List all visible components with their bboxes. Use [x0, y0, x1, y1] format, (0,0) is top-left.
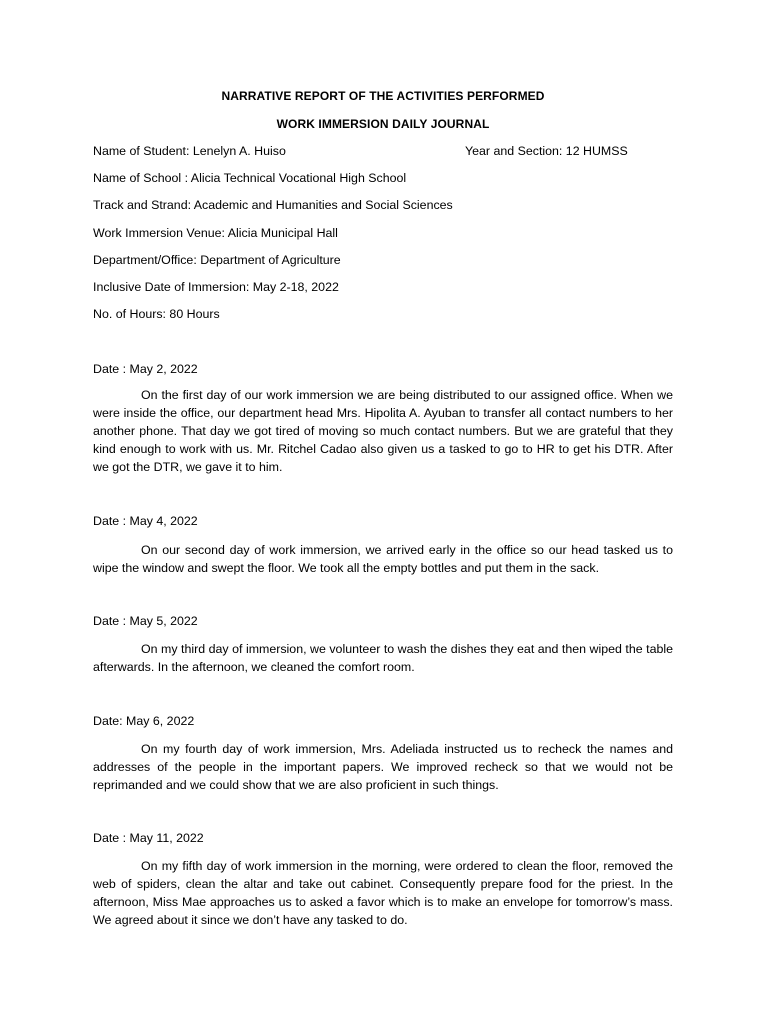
entry-date: Date : May 11, 2022: [93, 831, 204, 845]
document-title: NARRATIVE REPORT OF THE ACTIVITIES PERFORMED: [221, 89, 545, 103]
track-strand: Track and Strand: Academic and Humanities and Social Sciences: [93, 198, 453, 212]
year-section: Year and Section: 12 HUMSS: [465, 144, 628, 158]
document-page: [93, 0, 673, 1024]
school-name: Name of School : Alicia Technical Vocational High School: [93, 171, 407, 185]
entry-text: On the first day of our work immersion we are being distributed to our assigned office. When we were inside the office, our department head Mrs. Hipolita A. Ayuban to transfer all contact numbers to her another phone. That day we got tired of moving so much contact numbers. But we are grateful that they kind enough to work with us. Mr. Ritchel Cadao also given us a tasked to go to HR to get his DTR. After we got the DTR, we gave it to him.: [93, 388, 673, 474]
entry-text: On my fourth day of work immersion, Mrs. Adeliada instructed us to recheck the names and addresses of the people in the important papers. We improved recheck so that we would not be reprimanded and we could show that we are also proficient in such things.: [93, 742, 673, 792]
entry-text: On our second day of work immersion, we arrived early in the office so our head tasked us to wipe the window and swept the floor. We took all the empty bottles and put them in the sack.: [93, 543, 673, 575]
entry-date: Date : May 5, 2022: [93, 614, 198, 628]
entry-date: Date : May 2, 2022: [93, 362, 198, 376]
entry-date: Date: May 6, 2022: [93, 714, 195, 728]
inclusive-date: Inclusive Date of Immersion: May 2-18, 2022: [93, 280, 339, 294]
entry-date: Date : May 4, 2022: [93, 514, 198, 528]
student-name: Name of Student: Lenelyn A. Huiso: [93, 144, 286, 158]
entry-text: On my third day of immersion, we volunteer to wash the dishes they eat and then wiped the table afterwards. In the afternoon, we cleaned the comfort room.: [93, 642, 673, 674]
immersion-venue: Work Immersion Venue: Alicia Municipal Hall: [93, 226, 338, 240]
document-subtitle: WORK IMMERSION DAILY JOURNAL: [276, 117, 490, 131]
department-office: Department/Office: Department of Agriculture: [93, 253, 341, 267]
entry-text: On my fifth day of work immersion in the morning, were ordered to clean the floor, removed the web of spiders, clean the altar and take out cabinet. Consequently prepare food for the priest. In the afternoon, Miss Mae approaches us to asked a favor which is to make an envelope for tomorrow’s mass. We agreed about it since we don’t have any tasked to do.: [93, 859, 673, 927]
number-of-hours: No. of Hours: 80 Hours: [93, 307, 220, 321]
